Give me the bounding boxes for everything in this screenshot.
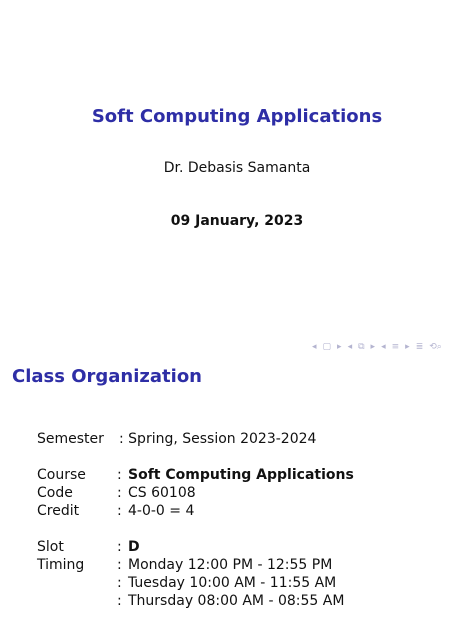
row-colon: : — [117, 485, 122, 501]
row-colon: : — [117, 593, 122, 609]
row-label: Credit — [37, 503, 80, 519]
row-label: Course — [37, 467, 86, 483]
row-value: : Spring, Session 2023-2024 — [119, 431, 317, 447]
row-colon: : — [117, 467, 122, 483]
class-organization-slide — [0, 358, 474, 632]
nav-section-left-icon[interactable]: ◂ — [381, 342, 386, 352]
row-colon: : — [117, 539, 122, 555]
nav-frame-left-icon[interactable]: ◂ — [312, 342, 317, 352]
row-colon: : — [117, 575, 122, 591]
row-value: 4-0-0 = 4 — [128, 503, 195, 519]
nav-search-icon[interactable]: ⟲⌕ — [429, 342, 442, 352]
nav-frame-icon[interactable]: ▢ — [322, 342, 332, 352]
row-value: Thursday 08:00 AM - 08:55 AM — [128, 593, 345, 609]
nav-section-icon[interactable]: ≡ — [391, 342, 400, 352]
nav-subsection-right-icon[interactable]: ▸ — [370, 342, 376, 352]
nav-section-right-icon[interactable]: ▸ — [405, 342, 410, 352]
author-name: Dr. Debasis Samanta — [163, 160, 311, 176]
slide-title: Soft Computing Applications — [91, 106, 383, 127]
frame-title: Class Organization — [12, 366, 202, 387]
beamer-navigation-bar — [312, 341, 442, 353]
row-colon: : — [117, 503, 122, 519]
row-colon: : — [117, 557, 122, 573]
row-label: Code — [37, 485, 73, 501]
nav-frame-right-icon[interactable]: ▸ — [337, 342, 342, 352]
nav-align-icon[interactable]: ≣ — [415, 342, 424, 352]
row-value: Tuesday 10:00 AM - 11:55 AM — [128, 575, 337, 591]
nav-subsection-icon[interactable]: ⧉ — [358, 342, 365, 352]
row-value: Monday 12:00 PM - 12:55 PM — [128, 557, 333, 573]
row-label: Semester — [37, 431, 104, 447]
nav-subsection-left-icon[interactable]: ◂ — [347, 342, 353, 352]
row-label: Slot — [37, 539, 64, 555]
row-value: CS 60108 — [128, 485, 196, 501]
presentation-date: 09 January, 2023 — [170, 213, 304, 229]
row-value: Soft Computing Applications — [128, 467, 354, 483]
row-value: D — [128, 539, 140, 555]
row-label: Timing — [37, 557, 85, 573]
